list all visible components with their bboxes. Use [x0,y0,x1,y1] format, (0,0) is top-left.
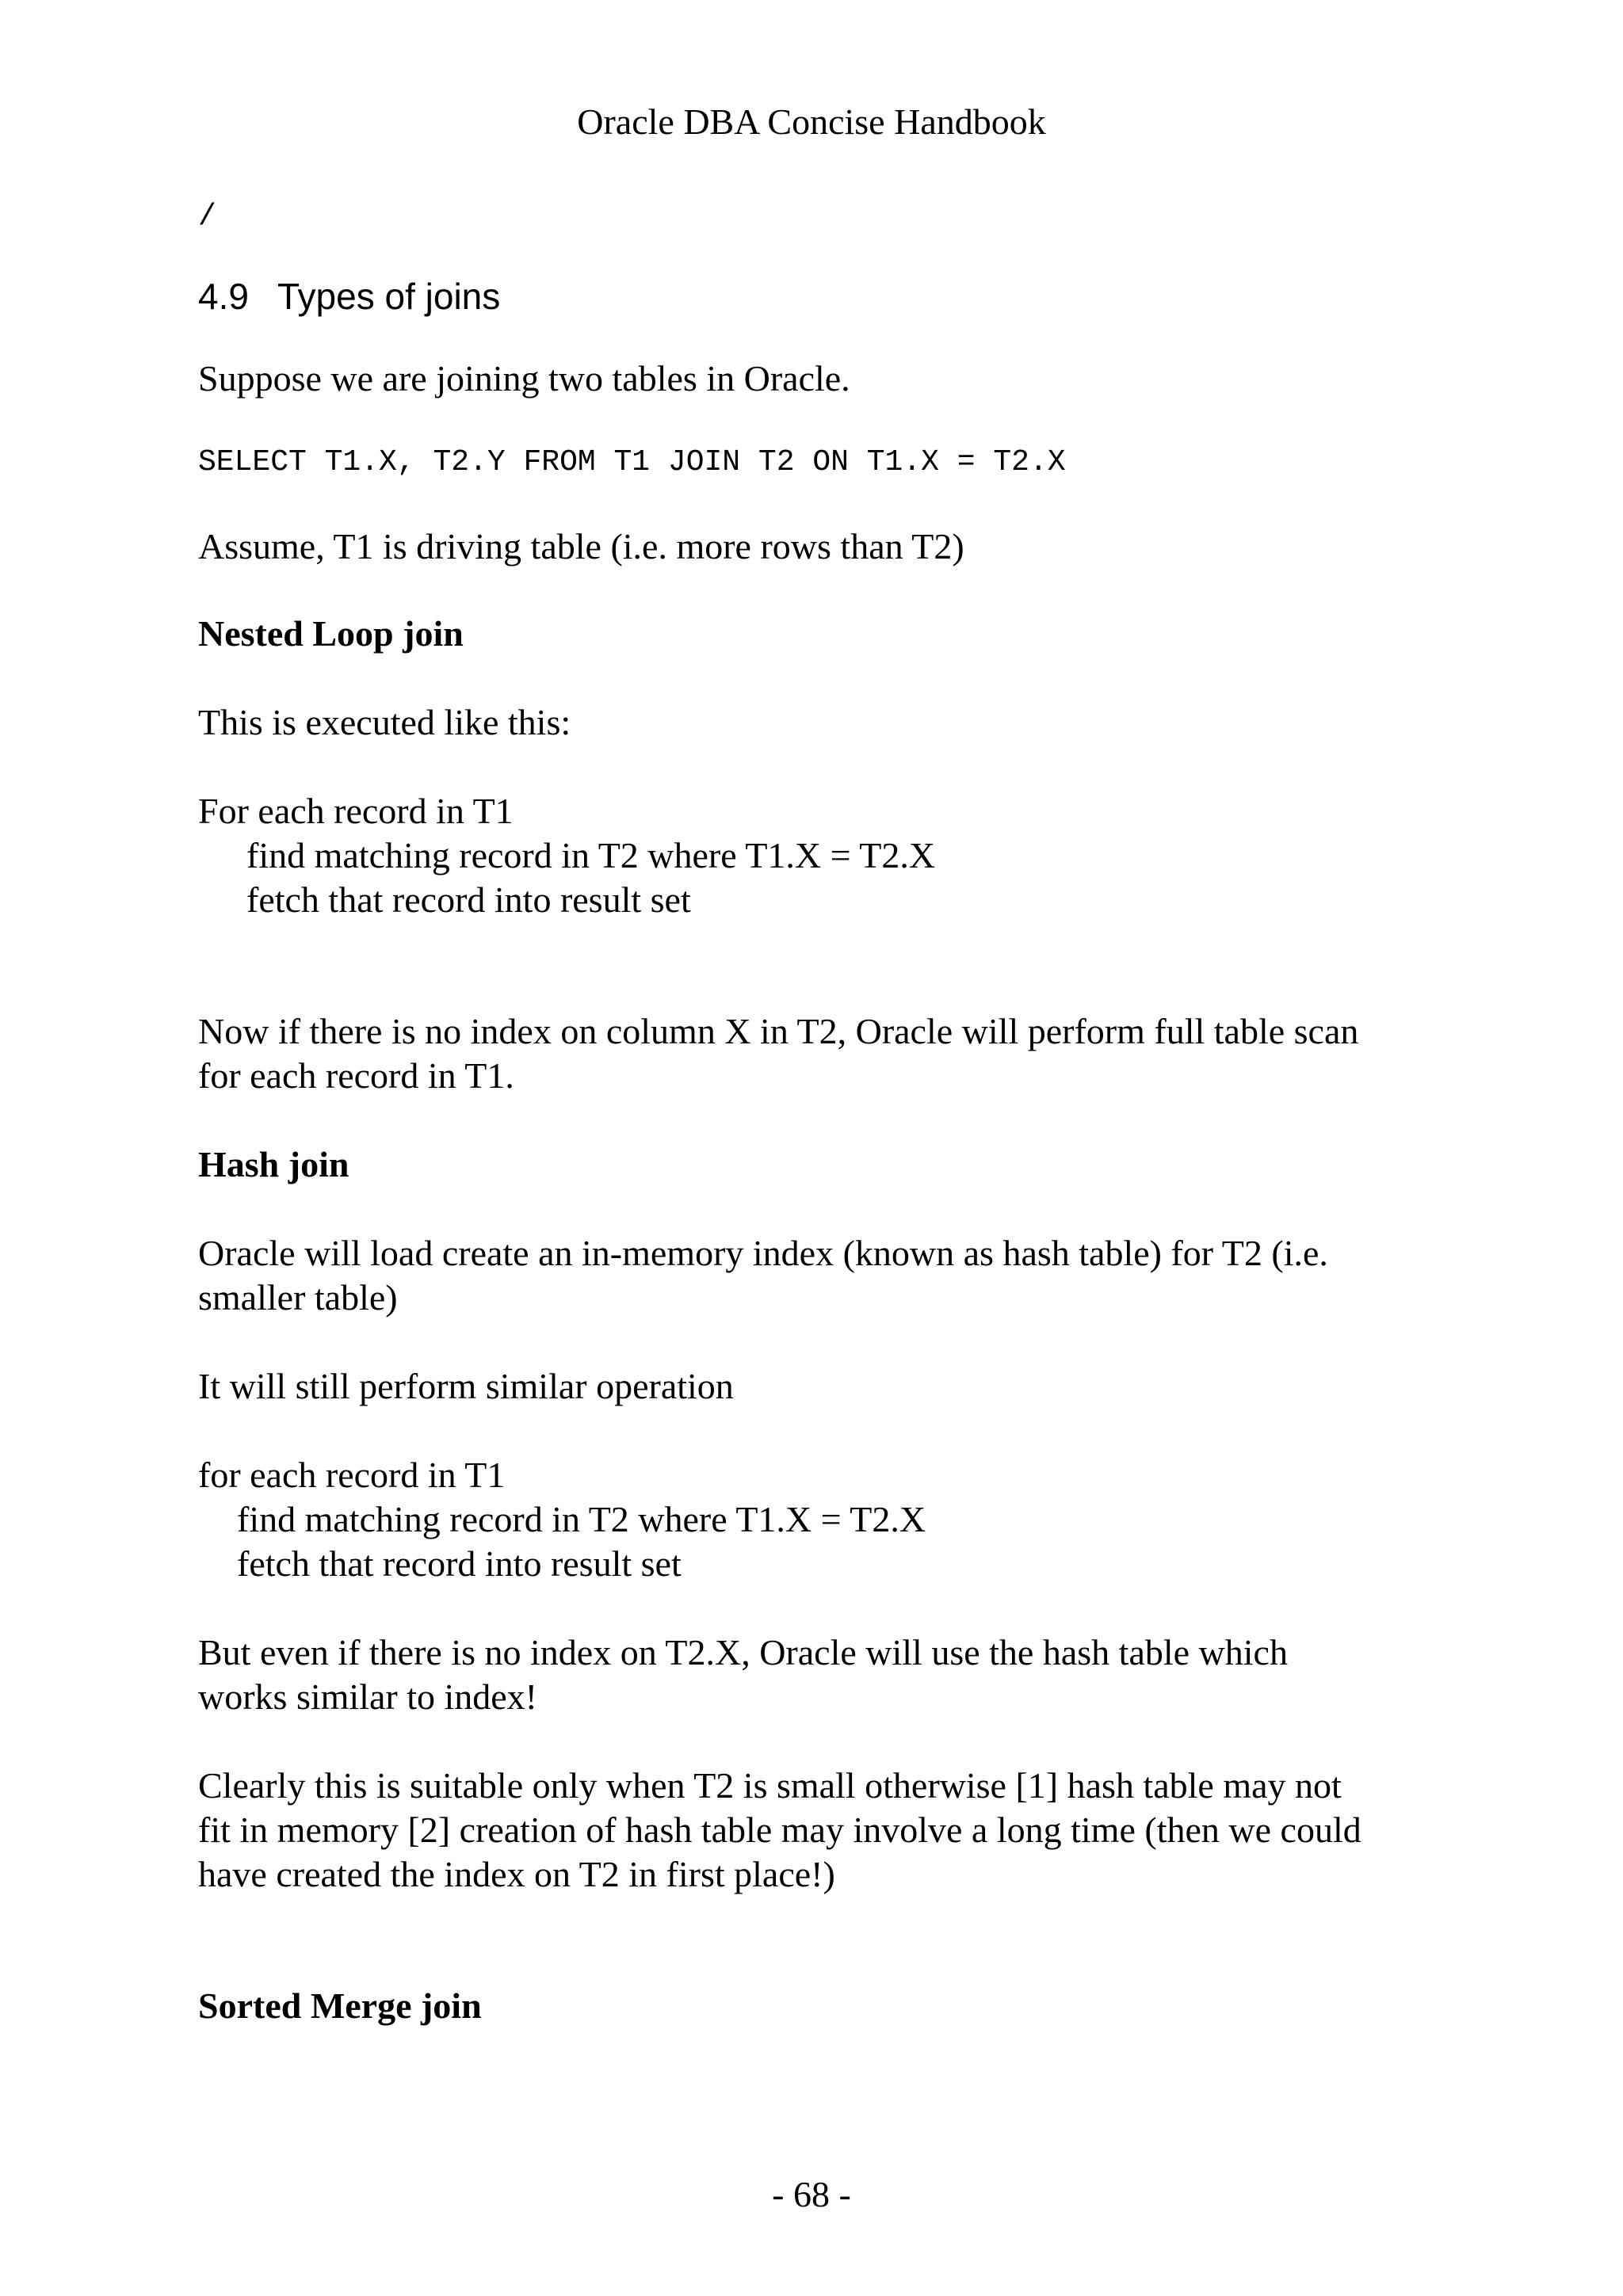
section-title: Types of joins [277,276,501,317]
nested-pseudo-line: find matching record in T2 where T1.X = T2.X [246,835,936,875]
nested-note-line: for each record in T1. [198,1055,514,1096]
hash-para1-line: smaller table) [198,1277,398,1318]
hash-join-heading: Hash join [198,1144,349,1184]
hash-para3-line: works similar to index! [198,1676,537,1717]
running-header: Oracle DBA Concise Handbook [577,101,1046,142]
hash-para2: It will still perform similar operation [198,1366,734,1406]
section-number: 4.9 [198,276,249,317]
hash-pseudo-line: fetch that record into result set [237,1543,682,1584]
assumption-text: Assume, T1 is driving table (i.e. more rows than T2) [198,526,964,566]
nested-loop-heading: Nested Loop join [198,613,464,654]
hash-pseudo-line: for each record in T1 [198,1455,506,1495]
section-heading [198,274,500,318]
nested-note-line: Now if there is no index on column X in T2, Oracle will perform full table scan [198,1011,1359,1051]
nested-loop-lead: This is executed like this: [198,702,571,742]
sql-statement: SELECT T1.X, T2.Y FROM T1 JOIN T2 ON T1.X = T2.X [198,445,1066,479]
hash-para4-line: fit in memory [2] creation of hash table may involve a long time (then we could [198,1810,1361,1850]
hash-para4-line: have created the index on T2 in first place!) [198,1854,835,1894]
intro-sentence: Suppose we are joining two tables in Oracle. [198,358,850,399]
hash-para3-line: But even if there is no index on T2.X, Oracle will use the hash table which [198,1632,1288,1672]
code-slash: / [198,200,216,234]
hash-para4-line: Clearly this is suitable only when T2 is small otherwise [1] hash table may not [198,1765,1342,1806]
hash-pseudo-line: find matching record in T2 where T1.X = T2.X [237,1499,926,1539]
page-number: - 68 - [772,2174,851,2214]
hash-para1-line: Oracle will load create an in-memory index (known as hash table) for T2 (i.e. [198,1233,1328,1273]
sorted-merge-heading: Sorted Merge join [198,1985,482,2026]
nested-pseudo-line: fetch that record into result set [246,879,691,920]
nested-pseudo-line: For each record in T1 [198,791,514,831]
